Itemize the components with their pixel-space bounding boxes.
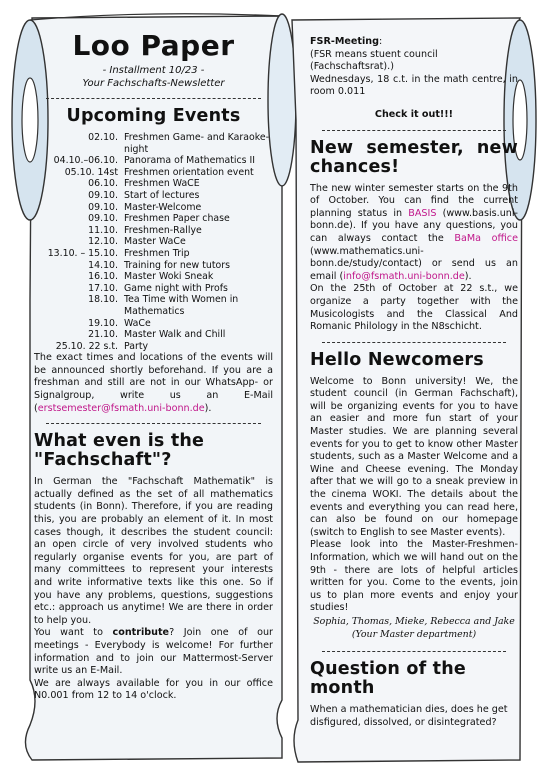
event-name: Master WaCe — [124, 236, 186, 248]
event-date: 25.10. 22 s.t. — [55, 340, 118, 352]
semester-paragraph-1: The new winter semester starts on the 9th of October. You can find the current planning status in BASIS (www.basis.uni-bonn.de). If you have any questions, you can always contact the BaMa office (www.mathematics.uni-bonn.de/study/contact) or send us an email (info@fsmath.uni-bonn.de). — [310, 182, 518, 282]
installment: - Installment 10/23 - — [102, 65, 205, 76]
event-row — [34, 271, 273, 283]
event-name: Party — [124, 340, 149, 352]
event-name: Game night with Profs — [124, 282, 228, 294]
fsr-meeting-when: Wednesdays, 18 c.t. in the math centre, in room 0.011 — [310, 73, 518, 98]
event-name: Freshmen Trip — [124, 247, 190, 259]
event-date: 16.10. — [88, 271, 118, 283]
event-row — [34, 213, 273, 225]
event-date: 09.10. — [88, 201, 118, 213]
question-text: When a mathematician dies, does he get disfigured, dissolved, or disintegrated? — [310, 703, 508, 728]
event-date: 21.10. — [88, 329, 118, 341]
fachschaft-heading: What even is the "Fachschaft"? — [34, 431, 205, 471]
fachschaft-paragraph-2: You want to contribute? Join one of our meetings - Everybody is welcome! For further information and to join our Mattermost-Server write us an E-Mail. — [34, 627, 273, 677]
event-name: Master Walk and Chill — [124, 329, 226, 341]
event-date: 09.10. — [88, 213, 118, 225]
event-row — [34, 318, 273, 330]
question-heading: Question of the month — [310, 658, 466, 698]
semester-heading: New semester, new chances! — [310, 137, 518, 177]
upcoming-events-heading: Upcoming Events — [66, 106, 241, 126]
event-row — [34, 190, 273, 202]
event-date: 18.10. — [88, 294, 118, 306]
event-date: 14.10. — [88, 259, 118, 271]
basis-link[interactable]: BASIS — [408, 207, 437, 219]
event-name: Tea Time with Women in Mathematics — [124, 294, 239, 317]
event-name: Panorama of Mathematics II — [124, 155, 256, 167]
newcomers-paragraph-2: Please look into the Master-Freshmen-Information, which we will hand out on the 9th - there are lots of helpful articles written for you. Come to the events, join us to plan more events and enjoy your studies! — [310, 539, 518, 614]
event-date: 19.10. — [88, 317, 118, 329]
check-it-out: Check it out!!! — [374, 108, 454, 120]
newcomers-paragraph-1: Welcome to Bonn university! We, the student council (in German Fachschaft), will be organizing events for you to have an easier and more fun start of your Master studies. We are planning several events for you to get to know other Master students, such as a Master Welcome and a Wine and Cheese evening. The Monday after that we will go to a sneak preview in the cinema WOKI. The details about the events and everything you can read here, can also be found on our homepage (switch to English to see Master events). — [310, 375, 518, 538]
info-email-link[interactable]: info@fsmath.uni-bonn.de — [343, 270, 465, 282]
left-column — [34, 20, 273, 703]
event-name: Master-Welcome — [124, 201, 202, 213]
divider — [46, 423, 261, 424]
event-date: 04.10.–06.10. — [53, 155, 118, 167]
event-name: Master Woki Sneak — [124, 271, 214, 283]
event-date: 12.10. — [88, 236, 118, 248]
semester-paragraph-2: On the 25th of October at 22 s.t., we organize a party together with the Musicologists and the Classical And Romanic Philology in the N8schicht. — [310, 283, 518, 333]
newsletter-title: Loo Paper — [72, 29, 235, 62]
event-date: 05.10. 14st — [64, 166, 118, 178]
event-name: Training for new tutors — [124, 259, 230, 271]
event-name: Freshmen Paper chase — [124, 213, 230, 225]
event-date: 13.10. – 15.10. — [47, 247, 118, 259]
event-row — [34, 260, 273, 272]
event-row — [34, 236, 273, 248]
right-column — [310, 36, 518, 729]
signature: Sophia, Thomas, Mieke, Rebecca and Jake — [313, 615, 515, 627]
event-row — [34, 329, 273, 341]
tagline: Your Fachschafts-Newsletter — [82, 78, 225, 89]
fachschaft-paragraph-1: In German the "Fachschaft Mathematik" is actually defined as the set of all mathematics students (in Bonn). Therefore, if you are reading this, you are probably an element of it. In most cases though, it describes the student council: an open circle of very involved students who regularly organise events for you, are part of many committees to represent your interests and write informative texts like this one. So if you have any problems, questions, suggestions etc.: approach us anytime! We are there in order to help you. — [34, 476, 273, 626]
newcomers-heading: Hello Newcomers — [310, 349, 484, 370]
event-row — [34, 341, 273, 353]
fachschaft-paragraph-3: We are always available for you in our office N0.001 from 12 to 14 o'clock. — [34, 677, 273, 702]
event-name: Freshmen Game- and Karaoke-night — [124, 132, 269, 155]
divider — [46, 98, 261, 99]
event-name: Freshmen WaCE — [124, 178, 200, 190]
event-date: 06.10. — [88, 178, 118, 190]
event-date: 02.10. — [88, 132, 118, 143]
event-row — [34, 294, 273, 317]
fsr-meeting-note: (FSR means stuent council (Fachschaftsrat).) — [310, 48, 438, 73]
events-note: The exact times and locations of the events will be announced shortly beforehand. If you are a freshman and still are not in our WhatsApp- or Signalgroup, write us an E-Mail (erstsemester@fsmath.uni-bonn.de). — [34, 352, 273, 414]
fsr-meeting-label: FSR-Meeting: — [310, 36, 383, 47]
event-row — [34, 283, 273, 295]
divider — [322, 342, 506, 343]
divider — [322, 651, 506, 652]
event-date: 11.10. — [88, 224, 118, 236]
event-row — [34, 155, 273, 167]
event-date: 17.10. — [88, 282, 118, 294]
divider — [322, 130, 506, 131]
event-name: WaCe — [124, 317, 151, 329]
signature-department: (Your Master department) — [351, 628, 477, 640]
event-row — [34, 225, 273, 237]
event-name: Freshmen-Rallye — [124, 224, 202, 236]
events-table — [34, 132, 273, 352]
freshman-email-link[interactable]: erstsemester@fsmath.uni-bonn.de — [37, 402, 205, 414]
event-row — [34, 167, 273, 179]
event-name: Start of lectures — [124, 189, 200, 201]
event-row — [34, 202, 273, 214]
event-row — [34, 248, 273, 260]
event-row — [34, 178, 273, 190]
event-date: 09.10. — [88, 189, 118, 201]
event-row — [34, 132, 273, 155]
event-name: Freshmen orientation event — [124, 166, 254, 178]
bama-office-link[interactable]: BaMa office — [454, 232, 518, 244]
